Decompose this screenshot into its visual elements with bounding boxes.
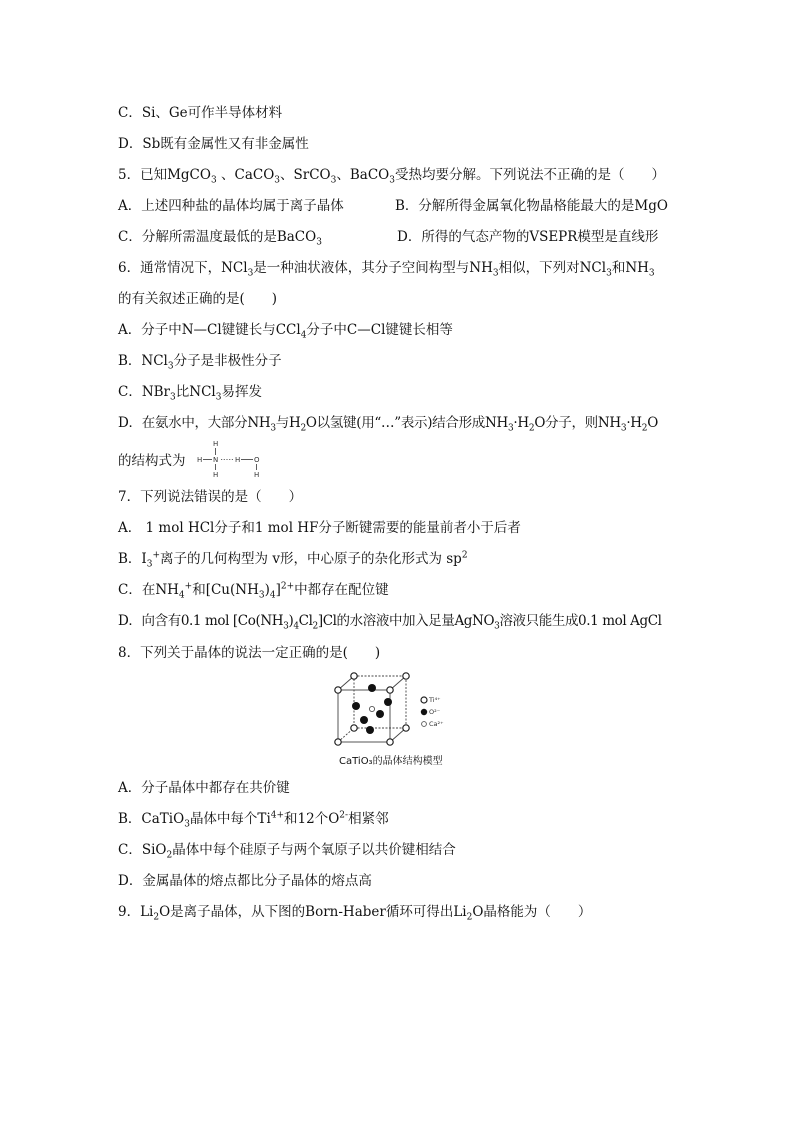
text: B．NCl (118, 353, 168, 369)
atom-h-bottom-o: H (254, 471, 260, 479)
text: A．上述四种盐的晶体均属于离子晶体 (118, 198, 344, 214)
subscript: 3 (494, 621, 500, 632)
q7-option-c (118, 581, 389, 599)
subscript: 3 (258, 590, 265, 601)
text: C．Si、Ge可作半导体材料 (118, 105, 283, 121)
question-6 (118, 259, 655, 277)
text: 、BaCO (336, 167, 390, 183)
superscript: + (152, 550, 161, 561)
subscript: 2 (466, 912, 473, 923)
atom-h-left: H (197, 456, 203, 464)
legend-ti: Ti⁴⁺ (429, 696, 441, 704)
text: B．CaTiO (118, 811, 185, 827)
q8-option-c (118, 841, 456, 859)
text: D．在氨水中，大部分NH (118, 415, 271, 431)
text: O分子，则NH (534, 415, 621, 431)
text: ·H (626, 415, 642, 431)
text: ] (275, 582, 281, 598)
subscript: 3 (620, 423, 627, 434)
text: D．Sb既有金属性又有非金属性 (118, 136, 309, 152)
subscript: 3 (167, 361, 174, 372)
text: 受热均要分解。下列说法不正确的是（ ） (394, 167, 665, 183)
q8-option-d (118, 872, 372, 890)
q8-option-b (118, 810, 389, 828)
question-5 (118, 166, 665, 184)
text: B．I (118, 551, 147, 567)
subscript: 3 (146, 559, 153, 570)
text: ]Cl的水溶液中加入足量AgNO (317, 613, 495, 629)
text: 和NH (611, 260, 649, 276)
question-6-cont (118, 290, 277, 308)
text: O是离子晶体，从下图的Born-Haber循环可得出Li (159, 904, 467, 920)
text: C．在NH (118, 582, 179, 598)
subscript: 3 (270, 423, 276, 434)
question-9 (118, 903, 591, 921)
text: 易挥发 (221, 384, 262, 400)
subscript: 3 (316, 237, 322, 248)
q6-option-c (118, 383, 262, 401)
subscript: 4 (300, 330, 307, 341)
text: ) (288, 613, 294, 629)
atom-h-top: H (213, 440, 219, 448)
q7-option-a (118, 519, 521, 537)
text: 与H (275, 415, 301, 431)
q7-option-b (118, 550, 468, 568)
text: B．分解所得金属氧化物晶格能最大的是MgO (395, 198, 668, 214)
text: ·H (513, 415, 529, 431)
q6-option-a (118, 321, 453, 339)
figure-caption: CaTiO₃的晶体结构模型 (339, 756, 443, 767)
subscript: 3 (507, 423, 514, 434)
subscript: 4 (178, 590, 185, 601)
subscript: 3 (283, 621, 289, 632)
text: 和12个O (284, 811, 340, 827)
text: 9．Li (118, 904, 154, 920)
subscript: 3 (330, 175, 337, 186)
option-d-line (118, 135, 309, 153)
text: O以氢键(用“…”表示)结合形成NH (305, 415, 508, 431)
q5-option-d (397, 228, 658, 246)
subscript: 3 (247, 268, 254, 279)
q8-option-a (118, 779, 290, 797)
superscript: 2- (339, 810, 349, 821)
legend-o: O²⁻ (429, 708, 441, 716)
q7-option-d (118, 612, 662, 630)
catio3-crystal-structure-diagram (330, 672, 460, 748)
text: ) (264, 582, 270, 598)
subscript: 2 (641, 423, 648, 434)
text: 5．已知MgCO (118, 167, 211, 183)
q5-option-a (118, 197, 344, 215)
q6-option-d (118, 414, 658, 432)
text: O晶格能为（ ） (472, 904, 592, 920)
q6-option-d-cont (118, 452, 186, 470)
option-c-line (118, 104, 282, 122)
atom-h-bottom-n: H (213, 471, 219, 479)
text: 7．下列说法错误的是（ ） (118, 489, 303, 505)
question-8 (118, 644, 380, 662)
text: O (647, 415, 658, 431)
question-7 (118, 488, 302, 506)
legend-ca: Ca²⁺ (429, 720, 444, 728)
text: 的有关叙述正确的是( ) (118, 291, 278, 307)
atom-h-mid: H (235, 456, 241, 464)
text: 相紧邻 (348, 811, 389, 827)
nh3-h2o-structure-formula (192, 438, 272, 480)
text: 晶体中每个硅原子与两个氧原子以共价键相结合 (172, 842, 456, 858)
text: D．向含有0.1 mol [Co(NH (118, 613, 284, 629)
subscript: 4 (293, 621, 299, 632)
text: 、CaCO (220, 167, 275, 183)
subscript: 2 (312, 621, 318, 632)
text: Cl (298, 613, 313, 629)
text: D．所得的气态产物的VSEPR模型是直线形 (397, 229, 659, 245)
subscript: 3 (492, 268, 499, 279)
subscript: 4 (269, 590, 276, 601)
text: 分子中C—Cl键键长相等 (306, 322, 453, 338)
atom-o: O (254, 456, 260, 464)
subscript: 3 (215, 392, 222, 403)
subscript: 3 (606, 268, 612, 279)
text: 6．通常情况下，NCl (118, 260, 248, 276)
text: 、SrCO (280, 167, 331, 183)
text: 中都存在配位键 (294, 582, 389, 598)
text: 和[Cu(NH (192, 582, 259, 598)
subscript: 3 (648, 268, 655, 279)
text: A．分子晶体中都存在共价键 (118, 780, 290, 796)
text: 离子的几何构型为 v形，中心原子的杂化形式为 sp (160, 551, 462, 567)
q5-option-c (118, 228, 322, 246)
text: A． 1 mol HCl分子和1 mol HF分子断键需要的能量前者小于后者 (118, 520, 521, 536)
superscript: 2+ (280, 581, 295, 592)
text: 分子是非极性分子 (173, 353, 282, 369)
subscript: 3 (274, 175, 280, 186)
subscript: 3 (184, 819, 190, 830)
text: 是一种油状液体，其分子空间构型与NH (253, 260, 493, 276)
q6-option-b (118, 352, 282, 370)
text: 的结构式为 (118, 453, 186, 469)
q5-option-b (395, 197, 668, 215)
text: 相似，下列对NCl (498, 260, 607, 276)
text: 晶体中每个Ti (189, 811, 271, 827)
subscript: 2 (528, 423, 535, 434)
superscript: 2 (461, 550, 468, 561)
text: A．分子中N—Cl键键长与CCl (118, 322, 301, 338)
text: C．SiO (118, 842, 167, 858)
text: 8．下列关于晶体的说法一定正确的是( ) (118, 645, 381, 661)
subscript: 3 (170, 392, 176, 403)
text: 比NCl (175, 384, 216, 400)
subscript: 3 (389, 175, 395, 186)
atom-n: N (213, 456, 219, 464)
subscript: 2 (166, 850, 173, 861)
superscript: 4+ (270, 810, 285, 821)
superscript: + (184, 581, 193, 592)
text: C．分解所需温度最低的是BaCO (118, 229, 317, 245)
text: C．NBr (118, 384, 171, 400)
text: D．金属晶体的熔点都比分子晶体的熔点高 (118, 873, 372, 889)
subscript: 2 (153, 912, 160, 923)
subscript: 3 (210, 175, 217, 186)
text: 溶液只能生成0.1 mol AgCl (499, 613, 662, 629)
subscript: 2 (300, 423, 306, 434)
